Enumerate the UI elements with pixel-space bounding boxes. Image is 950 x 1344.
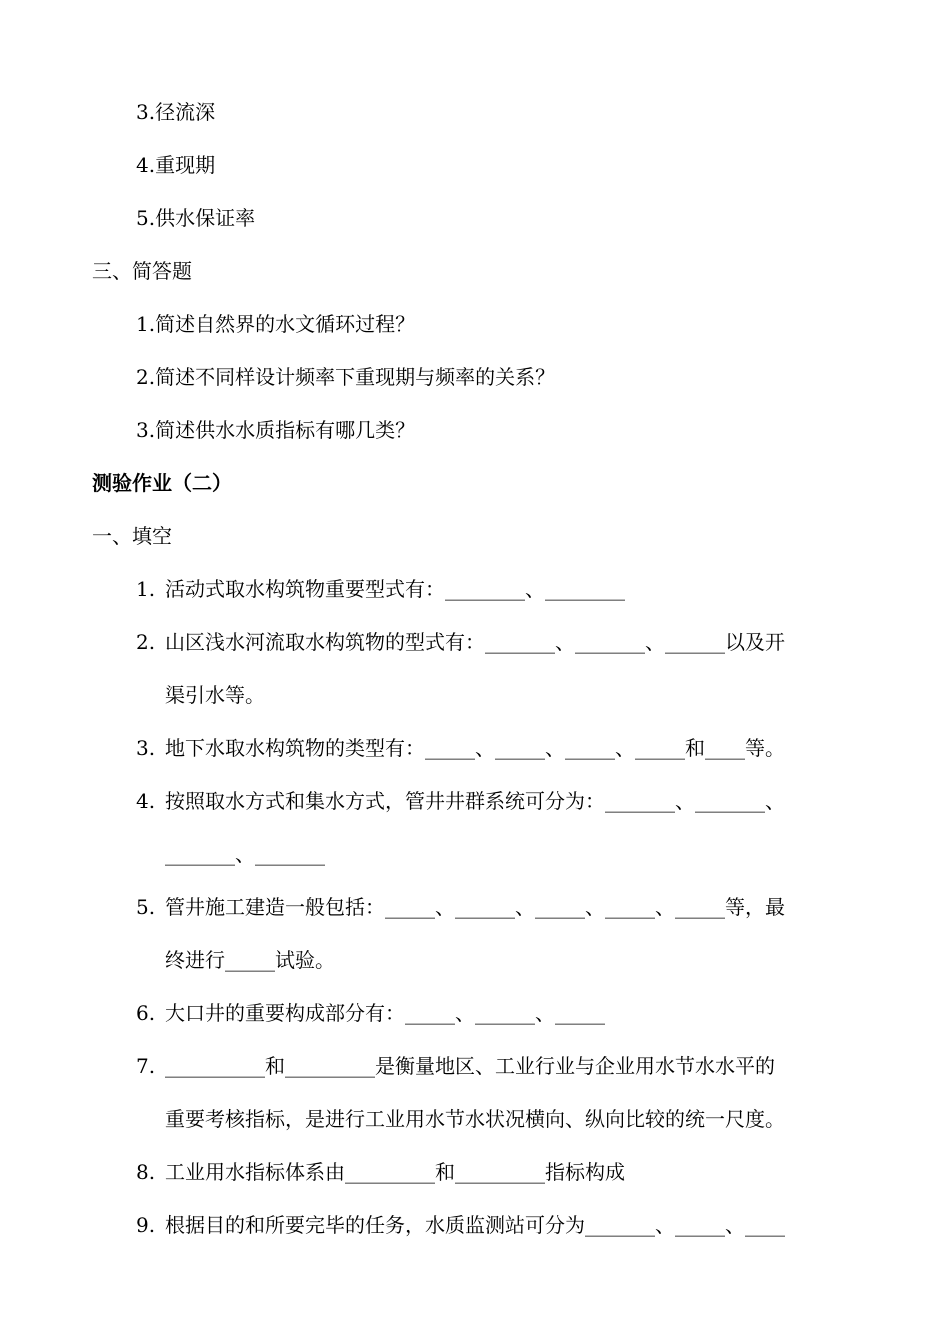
list-item: 3.径流深 [136,100,216,124]
list-item: 4.重现期 [136,153,216,177]
question-text-continued: 重要考核指标，是进行工业用水节水状况横向、纵向比较的统一尺度。 [165,1107,785,1131]
question-number: 8. [136,1160,156,1184]
question-text: 地下水取水构筑物的类型有：_____、_____、_____、_____和____等。 [165,736,785,760]
question-number: 2. [136,630,156,654]
question-item: 3.简述供水水质指标有哪几类？ [136,418,416,442]
question-number: 3. [136,736,156,760]
question-text-continued: 终进行_____试验。 [165,948,335,972]
question-text: 按照取水方式和集水方式，管井井群系统可分为：_______、_______、 [165,789,785,813]
question-text: 大口井的重要构成部分有：_____、______、_____ [165,1001,605,1025]
question-text: 根据目的和所要完毕的任务，水质监测站可分为_______、_____、____ [165,1213,785,1237]
question-number: 1. [136,577,156,601]
question-text: 工业用水指标体系由_________和_________指标构成 [165,1160,625,1184]
question-text-continued: 渠引水等。 [165,683,265,707]
question-text: 管井施工建造一般包括：_____、______、_____、_____、_____等，最 [165,895,785,919]
section-heading-fill-blank: 一、填空 [92,524,172,548]
question-text: __________和_________是衡量地区、工业行业与企业用水节水水平的 [165,1054,775,1078]
question-text: 活动式取水构筑物重要型式有：________、________ [165,577,625,601]
question-item: 1.简述自然界的水文循环过程？ [136,312,416,336]
list-item: 5.供水保证率 [136,206,256,230]
section-heading-short-answer: 三、简答题 [92,259,192,283]
question-number: 4. [136,789,156,813]
question-number: 9. [136,1213,156,1237]
question-number: 7. [136,1054,156,1078]
question-number: 5. [136,895,156,919]
test-title: 测验作业（二） [92,471,232,495]
question-text-continued: _______、_______ [165,842,325,866]
question-number: 6. [136,1001,156,1025]
question-item: 2.简述不同样设计频率下重现期与频率的关系？ [136,365,556,389]
question-text: 山区浅水河流取水构筑物的型式有：_______、_______、______以及开 [165,630,785,654]
